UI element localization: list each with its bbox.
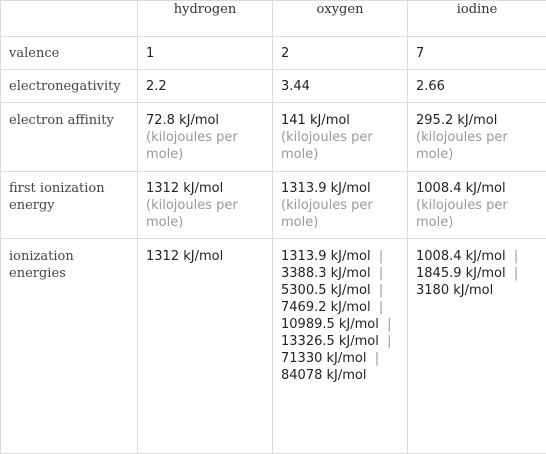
row-label-valence: valence <box>1 37 138 70</box>
value-text: 1313.9 kJ/mol <box>281 181 371 196</box>
electronegativity-hydrogen: 2.2 <box>138 70 273 103</box>
ionization-energy-value: 71330 kJ/mol <box>281 351 367 366</box>
first-ionization-hydrogen <box>138 172 273 239</box>
electron-affinity-hydrogen <box>138 103 273 172</box>
value-separator: | <box>505 249 523 264</box>
table-row-ionization-energies <box>1 239 546 454</box>
electronegativity-iodine: 2.66 <box>408 70 546 103</box>
unit-note: (kilojoules per mole) <box>281 198 373 230</box>
value-separator: | <box>370 283 388 298</box>
row-label-electron-affinity: electron affinity <box>1 103 138 172</box>
value-text: 295.2 kJ/mol <box>416 113 498 128</box>
table-row-valence <box>1 37 546 70</box>
first-ionization-iodine <box>408 172 546 239</box>
row-label-electronegativity: electronegativity <box>1 70 138 103</box>
valence-oxygen: 2 <box>273 37 408 70</box>
ionization-energy-value: 1008.4 kJ/mol <box>416 249 506 264</box>
value-separator: | <box>505 266 523 281</box>
unit-note: (kilojoules per mole) <box>416 130 508 162</box>
header-row <box>1 1 546 37</box>
valence-iodine: 7 <box>408 37 546 70</box>
column-header-oxygen: oxygen <box>273 1 408 37</box>
ionization-energy-value: 13326.5 kJ/mol <box>281 334 379 349</box>
value-separator: | <box>366 351 384 366</box>
table-row-electronegativity <box>1 70 546 103</box>
row-label-first-ionization-energy: first ionization energy <box>1 172 138 239</box>
ionization-energy-value: 3180 kJ/mol <box>416 283 494 298</box>
ionization-energy-value: 1312 kJ/mol <box>146 249 224 264</box>
ionization-energy-value: 5300.5 kJ/mol <box>281 283 371 298</box>
table-row-first-ionization-energy <box>1 172 546 239</box>
table-row-electron-affinity <box>1 103 546 172</box>
value-text: 72.8 kJ/mol <box>146 113 220 128</box>
value-separator: | <box>378 334 396 349</box>
row-label-ionization-energies: ionization energies <box>1 239 138 454</box>
electronegativity-oxygen: 3.44 <box>273 70 408 103</box>
unit-note: (kilojoules per mole) <box>146 130 238 162</box>
ionization-energy-value: 7469.2 kJ/mol <box>281 300 371 315</box>
column-header-hydrogen: hydrogen <box>138 1 273 37</box>
valence-hydrogen: 1 <box>138 37 273 70</box>
electron-affinity-oxygen <box>273 103 408 172</box>
electron-affinity-iodine <box>408 103 546 172</box>
unit-note: (kilojoules per mole) <box>281 130 373 162</box>
first-ionization-oxygen <box>273 172 408 239</box>
corner-cell <box>1 1 138 37</box>
value-separator: | <box>378 317 396 332</box>
value-separator: | <box>370 249 388 264</box>
value-text: 141 kJ/mol <box>281 113 350 128</box>
value-text: 1312 kJ/mol <box>146 181 224 196</box>
unit-note: (kilojoules per mole) <box>416 198 508 230</box>
ionization-energies-hydrogen <box>138 239 273 454</box>
value-text: 1008.4 kJ/mol <box>416 181 506 196</box>
unit-note: (kilojoules per mole) <box>146 198 238 230</box>
value-separator: | <box>370 266 388 281</box>
ionization-energy-value: 1313.9 kJ/mol <box>281 249 371 264</box>
ionization-energies-iodine <box>408 239 546 454</box>
value-separator: | <box>370 300 388 315</box>
column-header-iodine: iodine <box>408 1 546 37</box>
ionization-energy-value: 10989.5 kJ/mol <box>281 317 379 332</box>
ionization-energy-value: 84078 kJ/mol <box>281 368 367 383</box>
ionization-energy-value: 1845.9 kJ/mol <box>416 266 506 281</box>
ionization-energy-value: 3388.3 kJ/mol <box>281 266 371 281</box>
ionization-energies-oxygen <box>273 239 408 454</box>
